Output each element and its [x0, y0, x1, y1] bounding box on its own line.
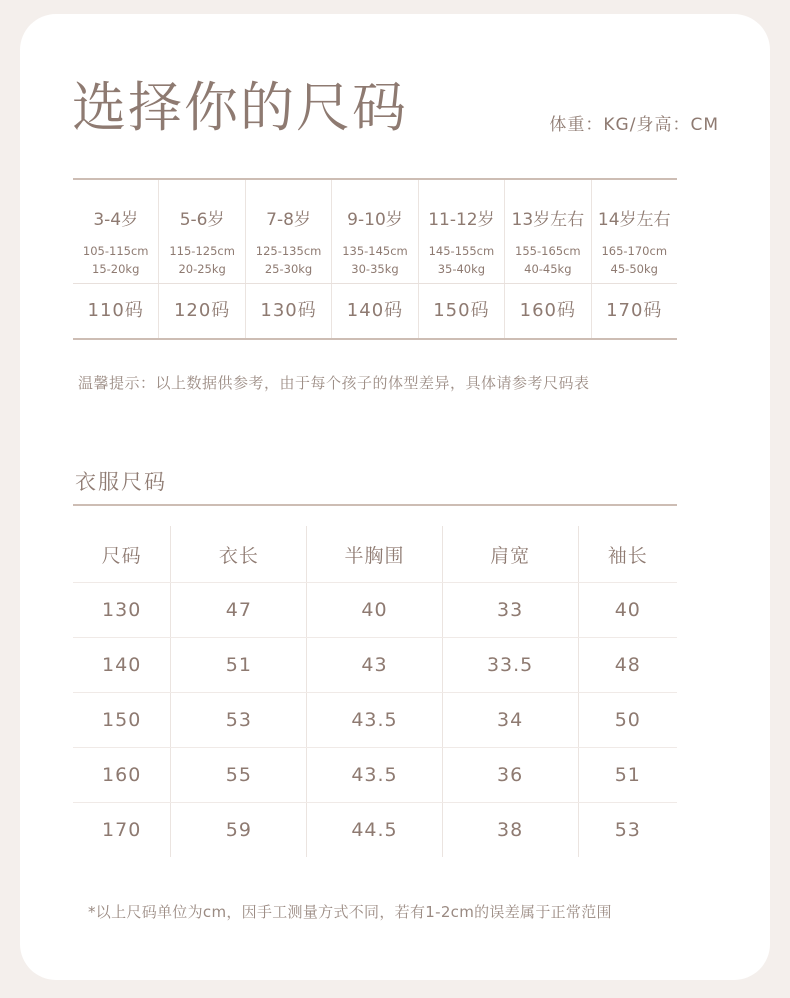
size-column	[73, 180, 159, 283]
column-header: 袖长	[607, 544, 648, 567]
table-cell: 43.5	[307, 693, 442, 747]
size-column	[419, 180, 505, 283]
table-cell: 55	[171, 748, 307, 802]
table-row	[73, 693, 677, 748]
weight-range: 40-45kg	[524, 262, 572, 276]
size-code: 120码	[173, 300, 231, 321]
age-label: 14岁左右	[597, 210, 671, 230]
size-column	[246, 180, 332, 283]
size-code-cell	[73, 284, 159, 338]
page-title: 选择你的尺码	[72, 76, 408, 139]
age-label: 9-10岁	[347, 210, 403, 230]
table-cell: 47	[171, 583, 307, 637]
table-cell: 51	[614, 764, 641, 786]
table-cell: 140	[73, 638, 171, 692]
age-label: 7-8岁	[266, 210, 311, 230]
age-label: 13岁左右	[511, 210, 585, 230]
age-label: 5-6岁	[179, 210, 225, 230]
table-cell: 43.5	[307, 748, 442, 802]
size-column	[332, 180, 418, 283]
size-code: 110码	[87, 300, 144, 321]
section-title: 衣服尺码	[75, 470, 167, 494]
table-row	[73, 748, 677, 803]
height-range: 115-125cm	[169, 244, 235, 258]
size-selection-table	[73, 178, 677, 340]
height-range: 155-165cm	[515, 244, 581, 258]
table-cell: 150	[73, 693, 171, 747]
age-label: 11-12岁	[428, 210, 495, 230]
table-cell: 130	[73, 583, 171, 637]
table-cell: 33.5	[443, 638, 579, 692]
size-column	[505, 180, 591, 283]
column-header: 半胸围	[307, 526, 442, 582]
size-code: 140码	[346, 300, 404, 321]
size-column	[592, 180, 677, 283]
size-code: 150码	[433, 300, 490, 321]
table-row	[73, 638, 677, 693]
size-info-row	[73, 180, 677, 284]
size-code: 170码	[606, 300, 663, 321]
column-header: 肩宽	[443, 526, 579, 582]
height-range: 125-135cm	[255, 244, 322, 258]
table-cell: 160	[73, 748, 171, 802]
clothing-size-table	[73, 526, 677, 857]
unit-note: 体重：KG/身高：CM	[549, 115, 719, 135]
table-cell: 51	[171, 638, 307, 692]
size-code: 130码	[260, 300, 317, 321]
size-code-cell	[246, 284, 332, 338]
table-cell: 48	[614, 654, 641, 676]
table-cell: 170	[73, 803, 171, 857]
age-label: 3-4岁	[93, 210, 139, 230]
table-row	[73, 583, 677, 638]
reference-tip: 温馨提示：以上数据供参考，由于每个孩子的体型差异，具体请参考尺码表	[78, 374, 590, 392]
table-row	[73, 803, 677, 857]
measurement-footnote: *以上尺码单位为cm，因手工测量方式不同，若有1-2cm的误差属于正常范围	[88, 903, 612, 921]
height-range: 165-170cm	[601, 244, 668, 258]
height-range: 135-145cm	[342, 244, 408, 258]
height-range: 105-115cm	[82, 244, 149, 258]
size-code-cell	[159, 284, 245, 338]
table-cell: 38	[443, 803, 579, 857]
table-cell: 40	[307, 583, 442, 637]
table-cell: 36	[443, 748, 579, 802]
size-code-cell	[332, 284, 418, 338]
table-cell: 53	[171, 693, 307, 747]
weight-range: 35-40kg	[437, 262, 486, 276]
table-cell: 50	[614, 709, 641, 731]
size-column	[159, 180, 245, 283]
size-code: 160码	[519, 300, 576, 321]
weight-range: 30-35kg	[351, 262, 399, 276]
table-cell: 53	[614, 819, 641, 841]
size-code-cell	[592, 284, 677, 338]
height-range: 145-155cm	[428, 244, 495, 258]
size-code-row	[73, 284, 677, 338]
table-cell: 33	[443, 583, 579, 637]
table-cell: 43	[307, 638, 442, 692]
table-cell: 59	[171, 803, 307, 857]
section-divider	[73, 504, 677, 506]
size-code-cell	[419, 284, 505, 338]
table-cell: 44.5	[307, 803, 442, 857]
weight-range: 45-50kg	[610, 262, 658, 276]
column-header: 尺码	[73, 526, 171, 582]
weight-range: 15-20kg	[92, 262, 140, 276]
column-header: 衣长	[171, 526, 307, 582]
weight-range: 20-25kg	[178, 262, 226, 276]
table-cell: 40	[614, 599, 641, 621]
weight-range: 25-30kg	[264, 262, 313, 276]
size-code-cell	[505, 284, 591, 338]
table-header-row	[73, 526, 677, 583]
table-cell: 34	[443, 693, 579, 747]
